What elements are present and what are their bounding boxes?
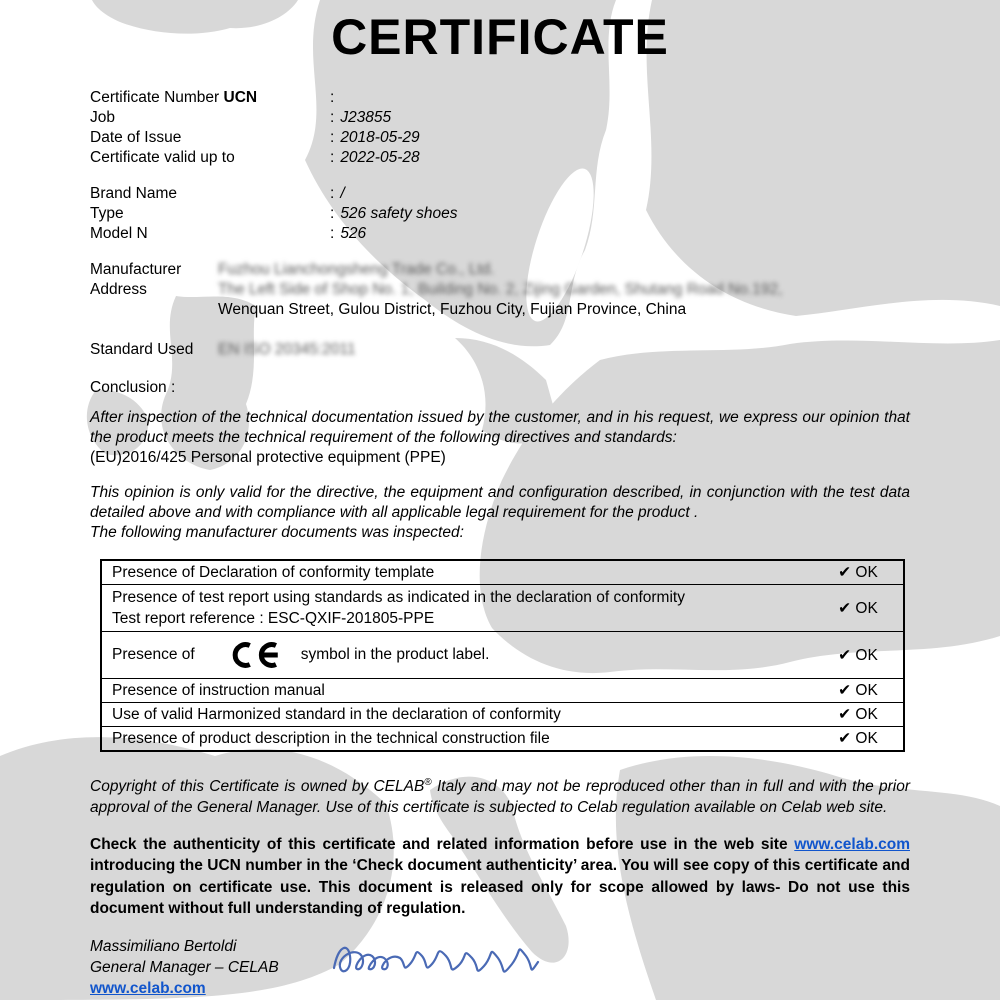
authenticity-paragraph: Check the authenticity of this certificate and related information before use in the web site www.celab.com introducing the UCN number in the ‘Check document authenticity’ area. You will see copy of this certificate and regulation on certificate use. This document is released only for scope allowed by laws- Do not use this document without full understanding of regulation. xyxy=(90,835,910,918)
conclusion-section xyxy=(90,378,910,543)
field-label: Job xyxy=(90,109,115,126)
checklist-table xyxy=(100,559,905,752)
address-line2: Wenquan Street, Gulou District, Fuzhou City, Fujian Province, China xyxy=(218,301,687,318)
copyright-paragraph: Copyright of this Certificate is owned by CELAB® Italy and may not be reproduced other than in full and with the prior approval of the General Manager. Use of this certificate is subjected to Celab regulation available on Celab web site. xyxy=(90,777,910,817)
field-ucn xyxy=(90,88,910,108)
row-text: Use of valid Harmonized standard in the declaration of conformity xyxy=(101,703,813,727)
table-row xyxy=(101,560,904,585)
celab-footer-link[interactable]: www.celab.com xyxy=(90,979,206,997)
handwritten-signature-icon xyxy=(328,926,543,988)
table-row xyxy=(101,703,904,727)
field-value: : xyxy=(330,89,335,106)
field-model-n xyxy=(90,224,910,244)
field-value: : / xyxy=(330,185,345,202)
field-value: : 2018-05-29 xyxy=(330,129,420,146)
field-label: Date of Issue xyxy=(90,129,182,146)
field-valid-up-to xyxy=(90,148,910,168)
ok-badge: ✔ OK xyxy=(813,703,904,727)
signature-block xyxy=(90,936,910,999)
signatory-name: Massimiliano Bertoldi xyxy=(90,937,237,955)
signatory-title: General Manager – CELAB xyxy=(90,958,279,976)
field-label: Manufacturer xyxy=(90,261,182,278)
conclusion-directive: (EU)2016/425 Personal protective equipment (PPE) xyxy=(90,449,446,466)
conclusion-paragraph-3: The following manufacturer documents was inspected: xyxy=(90,524,464,541)
ok-badge: ✔ OK xyxy=(813,679,904,703)
conclusion-paragraph-2: This opinion is only valid for the directive, the equipment and configuration described, in conjunction with the test data detailed above and with compliance with all applicable legal requirement for the product . xyxy=(90,484,910,521)
celab-website-link[interactable]: www.celab.com xyxy=(794,835,910,853)
ok-badge: ✔ OK xyxy=(813,560,904,585)
standard-group xyxy=(90,340,910,360)
page-title: CERTIFICATE xyxy=(331,9,669,65)
field-brand-name xyxy=(90,184,910,204)
field-type xyxy=(90,204,910,224)
row-text: Presence of test report using standards as indicated in the declaration of conformity Test report reference : ESC-QXIF-201805-PPE xyxy=(101,585,813,632)
product-group xyxy=(90,184,910,244)
ce-mark-icon xyxy=(229,640,285,670)
field-label: Address xyxy=(90,281,147,298)
field-address xyxy=(90,280,910,300)
field-standard-used xyxy=(90,340,910,360)
field-value: : 526 xyxy=(330,225,367,242)
field-manufacturer xyxy=(90,260,910,280)
conclusion-heading: Conclusion : xyxy=(90,379,176,396)
row-text: Presence of symbol in the product label. xyxy=(101,632,813,679)
field-label: Brand Name xyxy=(90,185,178,202)
field-value: : J23855 xyxy=(330,109,392,126)
field-label: Certificate valid up to xyxy=(90,149,235,166)
row-text: Presence of instruction manual xyxy=(101,679,813,703)
manufacturer-group xyxy=(90,260,910,320)
standard-redacted-value: EN ISO 20345:2011 xyxy=(218,341,356,358)
field-label: Type xyxy=(90,205,124,222)
field-label: Certificate Number UCN xyxy=(90,89,258,106)
field-job xyxy=(90,108,910,128)
table-row xyxy=(101,679,904,703)
manufacturer-redacted-value: Fuzhou Lianchongsheng Trade Co., Ltd. xyxy=(218,261,495,278)
row-text: Presence of Declaration of conformity template xyxy=(101,560,813,585)
field-value: : 526 safety shoes xyxy=(330,205,458,222)
table-row xyxy=(101,632,904,679)
field-label: Model N xyxy=(90,225,148,242)
address-redacted-line: The Left Side of Shop No. 1, Building No. 2, Zijing Garden, Shutang Road No.192, xyxy=(218,281,783,298)
registered-trademark-symbol: ® xyxy=(424,777,432,788)
field-label: Standard Used xyxy=(90,341,194,358)
conclusion-paragraph-1: After inspection of the technical documentation issued by the customer, and in his request, we express our opinion that the product meets the technical requirement of the following directives and standards: xyxy=(90,409,910,446)
ok-badge: ✔ OK xyxy=(813,632,904,679)
ok-badge: ✔ OK xyxy=(813,585,904,632)
ok-badge: ✔ OK xyxy=(813,727,904,752)
table-row xyxy=(101,585,904,632)
row-text: Presence of product description in the technical construction file xyxy=(101,727,813,752)
certificate-id-group xyxy=(90,88,910,168)
field-value: : 2022-05-28 xyxy=(330,149,420,166)
field-date-of-issue xyxy=(90,128,910,148)
table-row xyxy=(101,727,904,752)
